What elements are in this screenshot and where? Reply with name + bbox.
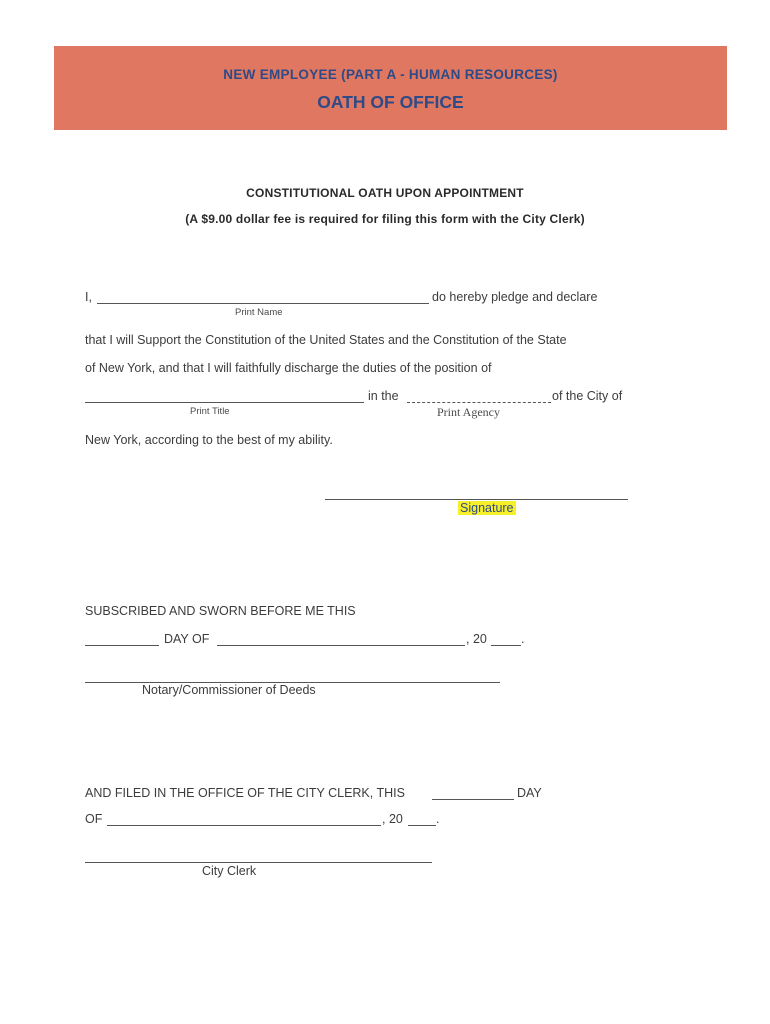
clerk-year-prefix: , 20 [382, 812, 403, 826]
filed-office-text: AND FILED IN THE OFFICE OF THE CITY CLERK, THIS [85, 786, 405, 800]
oath-text-line-3: of New York, and that I will faithfully discharge the duties of the position of [85, 361, 492, 375]
banner-subtitle: NEW EMPLOYEE (PART A - HUMAN RESOURCES) [223, 67, 558, 82]
signature-field[interactable] [325, 499, 628, 500]
clerk-day-text: DAY [517, 786, 542, 800]
in-the-text: in the [368, 389, 399, 403]
clerk-of-text: OF [85, 812, 103, 826]
pledge-suffix: do hereby pledge and declare [432, 290, 598, 304]
sworn-before-text: SUBSCRIBED AND SWORN BEFORE ME THIS [85, 604, 356, 618]
clerk-year-suffix: . [436, 812, 440, 826]
clerk-day-field[interactable] [432, 799, 514, 800]
header-banner [54, 46, 727, 130]
page-title: OATH OF OFFICE [317, 92, 464, 112]
oath-text-line-2: that I will Support the Constitution of the United States and the Constitution of the State [85, 333, 567, 347]
oath-heading: CONSTITUTIONAL OATH UPON APPOINTMENT [246, 186, 524, 200]
pledge-prefix: I, [85, 290, 92, 304]
print-title-label: Print Title [190, 406, 230, 417]
notary-day-of-text: DAY OF [164, 632, 210, 646]
notary-label: Notary/Commissioner of Deeds [142, 683, 316, 697]
notary-day-field[interactable] [85, 645, 159, 646]
print-agency-label: Print Agency [437, 405, 500, 419]
clerk-month-field[interactable] [107, 825, 381, 826]
print-name-field[interactable] [97, 303, 429, 304]
city-clerk-label: City Clerk [202, 864, 257, 878]
clerk-year-field[interactable] [408, 825, 436, 826]
notary-month-field[interactable] [217, 645, 465, 646]
print-title-field[interactable] [85, 402, 364, 403]
notary-year-suffix: . [521, 632, 525, 646]
notary-year-field[interactable] [491, 645, 521, 646]
notary-year-prefix: , 20 [466, 632, 487, 646]
print-name-label: Print Name [235, 307, 283, 318]
city-of-text: of the City of [552, 389, 623, 403]
clerk-signature-field[interactable] [85, 862, 432, 863]
print-agency-field[interactable] [407, 402, 551, 403]
oath-text-line-5: New York, according to the best of my ability. [85, 433, 333, 447]
signature-label: Signature [460, 501, 514, 515]
fee-note: (A $9.00 dollar fee is required for filing this form with the City Clerk) [185, 212, 585, 226]
